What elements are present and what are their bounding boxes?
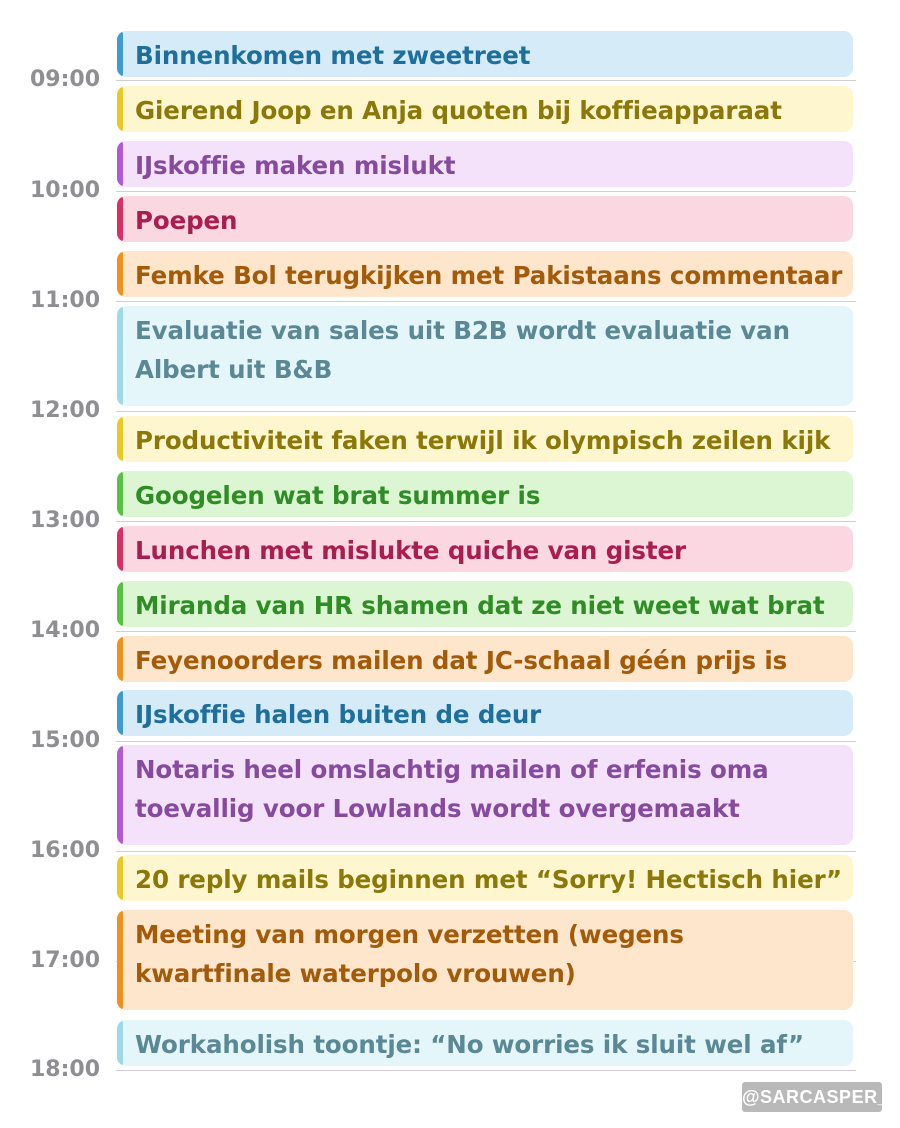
- calendar-event[interactable]: [117, 690, 853, 736]
- hour-gridline: [116, 301, 856, 302]
- event-color-bar: [117, 1020, 123, 1066]
- hour-label: 16:00: [29, 838, 100, 863]
- hour-gridline: [116, 1070, 856, 1071]
- event-title: Workaholish toontje: “No worries ik sluit wel af”: [135, 1030, 804, 1059]
- event-color-bar: [117, 141, 123, 187]
- event-color-bar: [117, 745, 123, 845]
- hour-label: 12:00: [29, 398, 100, 423]
- event-title: Notaris heel omslachtig mailen of erfenis oma toevallig voor Lowlands wordt overgemaakt: [135, 755, 769, 823]
- event-title: Gierend Joop en Anja quoten bij koffieapparaat: [135, 96, 782, 125]
- event-title: Miranda van HR shamen dat ze niet weet wat brat: [135, 591, 825, 620]
- calendar-event[interactable]: [117, 141, 853, 187]
- event-color-bar: [117, 416, 123, 462]
- hour-label: 11:00: [29, 288, 100, 313]
- event-color-bar: [117, 196, 123, 242]
- hour-gridline: [116, 521, 856, 522]
- event-color-bar: [117, 581, 123, 627]
- hour-label: 18:00: [29, 1057, 100, 1082]
- calendar-event[interactable]: [117, 745, 853, 845]
- event-title: Poepen: [135, 206, 238, 235]
- calendar-event[interactable]: [117, 526, 853, 572]
- hour-gridline: [116, 411, 856, 412]
- calendar-event[interactable]: [117, 471, 853, 517]
- calendar-event[interactable]: [117, 855, 853, 901]
- hour-label: 09:00: [29, 67, 100, 92]
- event-title: 20 reply mails beginnen met “Sorry! Hectisch hier”: [135, 865, 843, 894]
- event-color-bar: [117, 910, 123, 1010]
- event-title: IJskoffie maken mislukt: [135, 151, 456, 180]
- watermark: @SARCASPER_: [742, 1082, 882, 1112]
- event-title: Feyenoorders mailen dat JC-schaal géén prijs is: [135, 646, 788, 675]
- calendar-event[interactable]: [117, 581, 853, 627]
- event-title: Meeting van morgen verzetten (wegens kwartfinale waterpolo vrouwen): [135, 920, 684, 988]
- hour-gridline: [116, 631, 856, 632]
- event-title: Femke Bol terugkijken met Pakistaans commentaar: [135, 261, 843, 290]
- event-color-bar: [117, 471, 123, 517]
- calendar-event[interactable]: [117, 86, 853, 132]
- event-title: Evaluatie van sales uit B2B wordt evaluatie van Albert uit B&B: [135, 316, 790, 384]
- calendar-event[interactable]: [117, 636, 853, 682]
- hour-gridline: [116, 80, 856, 81]
- event-color-bar: [117, 690, 123, 736]
- calendar-event[interactable]: [117, 416, 853, 462]
- event-title: Binnenkomen met zweetreet: [135, 41, 531, 70]
- hour-gridline: [116, 191, 856, 192]
- calendar-event[interactable]: [117, 31, 853, 77]
- hour-label: 13:00: [29, 508, 100, 533]
- hour-gridline: [116, 851, 856, 852]
- event-color-bar: [117, 306, 123, 406]
- calendar-event[interactable]: [117, 251, 853, 297]
- event-color-bar: [117, 86, 123, 132]
- event-title: IJskoffie halen buiten de deur: [135, 700, 542, 729]
- calendar-event[interactable]: [117, 306, 853, 406]
- hour-label: 15:00: [29, 728, 100, 753]
- hour-label: 10:00: [29, 178, 100, 203]
- event-title: Googelen wat brat summer is: [135, 481, 541, 510]
- event-color-bar: [117, 526, 123, 572]
- hour-label: 17:00: [29, 948, 100, 973]
- event-color-bar: [117, 855, 123, 901]
- event-title: Lunchen met mislukte quiche van gister: [135, 536, 687, 565]
- event-color-bar: [117, 251, 123, 297]
- hour-label: 14:00: [29, 618, 100, 643]
- event-color-bar: [117, 31, 123, 77]
- event-color-bar: [117, 636, 123, 682]
- calendar-event[interactable]: [117, 910, 853, 1010]
- event-title: Productiviteit faken terwijl ik olympisch zeilen kijk: [135, 426, 831, 455]
- calendar-event[interactable]: [117, 1020, 853, 1066]
- hour-gridline: [116, 741, 856, 742]
- calendar-event[interactable]: [117, 196, 853, 242]
